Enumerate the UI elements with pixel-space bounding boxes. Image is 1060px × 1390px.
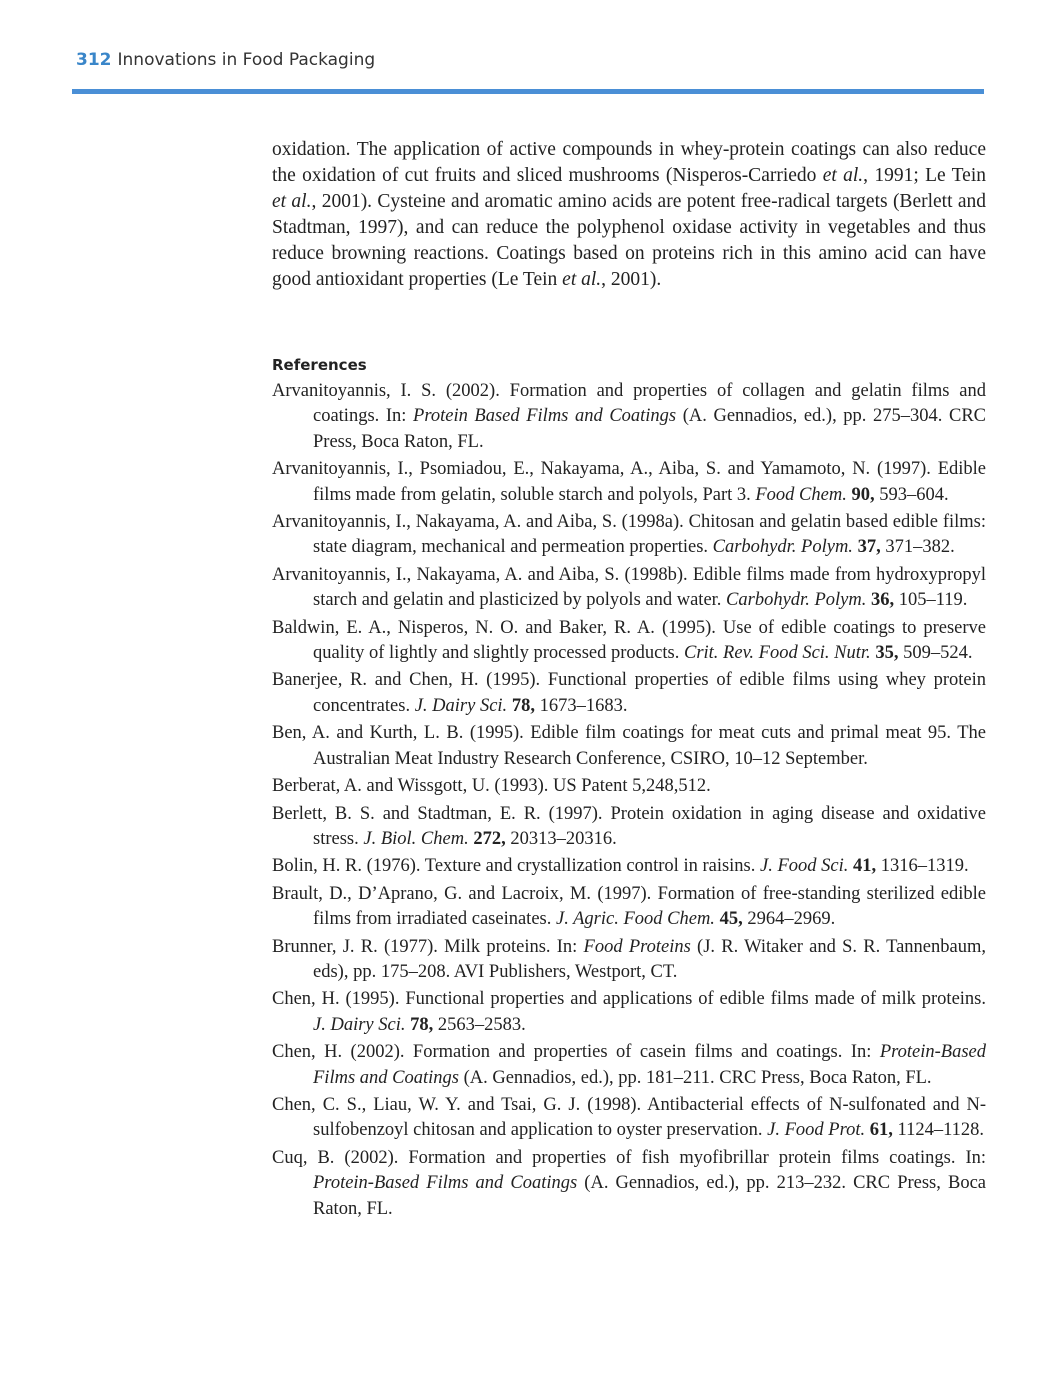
bold-text: 272, <box>473 828 506 849</box>
italic-text: Food Chem. <box>755 484 847 505</box>
text-run: 105–119. <box>894 590 968 611</box>
italic-text: Carbohydr. Polym. <box>726 590 867 611</box>
reference-entry <box>272 616 986 667</box>
text-run: (A. Gennadios, ed.), pp. 213–232. CRC Press, Boca Raton, FL. <box>313 1173 987 1219</box>
text-run: Banerjee, R. and Chen, H. (1995). Functional properties of edible films using whey protein concentrates. <box>272 670 986 716</box>
text-run: Ben, A. and Kurth, L. B. (1995). Edible film coatings for meat cuts and primal meat 95. The Australian Meat Industry Research Conference, CSIRO, 10–12 September. <box>272 723 986 769</box>
reference-entry <box>272 1093 986 1144</box>
reference-entry <box>272 721 986 772</box>
text-run: 509–524. <box>898 643 973 664</box>
text-run: Arvanitoyannis, I. S. (2002). Formation and properties of collagen and gelatin films and coatings. In: <box>272 381 986 427</box>
text-run: 1124–1128. <box>892 1120 985 1141</box>
italic-text: Protein Based Films and Coatings <box>413 406 677 427</box>
text-run: Cuq, B. (2002). Formation and properties of fish myofibrillar protein films coatings. In: <box>272 1147 986 1168</box>
text-run: 20313–20316. <box>505 828 617 849</box>
text-run: Baldwin, E. A., Nisperos, N. O. and Baker, R. A. (1995). Use of edible coatings to preserve quality of lightly and slightly processed products. <box>272 617 986 664</box>
bold-text: 90, <box>851 484 875 505</box>
italic-text: J. Food Prot. <box>767 1120 866 1141</box>
italic-text: Crit. Rev. Food Sci. Nutr. <box>683 643 871 664</box>
text-run: Chen, H. (1995). Functional properties and applications of edible films made of milk proteins. <box>272 989 986 1010</box>
text-run: Arvanitoyannis, I., Nakayama, A. and Aiba, S. (1998b). Edible films made from hydroxypropyl starch and gelatin and plasticized by polyols and water. <box>272 564 986 611</box>
bold-text: 78, <box>410 1014 434 1035</box>
text-run: , 2001). Cysteine and aromatic amino acids are potent free-radical targets (Berlett and Stadtman, 1997), and can reduce the polyphenol oxidase activity in vegetables and thus reduce browning reactions. Coatings based on proteins rich in this amino acid can have good antioxidant properties (Le Tein <box>272 191 986 290</box>
book-title: Innovations in Food Packaging <box>117 50 376 70</box>
text-run: Arvanitoyannis, I., Psomiadou, E., Nakayama, A., Aiba, S. and Yamamoto, N. (1997). Edible films made from gelatin, soluble starch and polyols, Part 3. <box>272 459 986 505</box>
italic-text: J. Dairy Sci. <box>313 1014 406 1035</box>
text-run: , 2001). <box>601 269 662 290</box>
italic-text: Food Proteins <box>583 936 691 957</box>
references-heading: References <box>272 356 367 374</box>
italic-text: J. Biol. Chem. <box>363 828 469 849</box>
bold-text: 45, <box>719 909 743 930</box>
reference-entry <box>272 563 986 614</box>
body-paragraph <box>272 137 986 293</box>
reference-entry <box>272 510 986 561</box>
reference-entry <box>272 935 986 986</box>
reference-list <box>272 379 986 1222</box>
text-run: 371–382. <box>880 537 955 558</box>
text-run: Bolin, H. R. (1976). Texture and crystallization control in raisins. <box>272 856 761 877</box>
text-run: (A. Gennadios, ed.), pp. 181–211. CRC Press, Boca Raton, FL. <box>458 1067 932 1088</box>
page-content <box>272 137 986 1224</box>
header-rule <box>72 89 984 94</box>
bold-text: 35, <box>875 643 899 664</box>
italic-text: Carbohydr. Polym. <box>712 537 853 558</box>
text-run: Arvanitoyannis, I., Nakayama, A. and Aiba, S. (1998a). Chitosan and gelatin based edible films: state diagram, mechanical and permeation properties. <box>272 512 986 558</box>
italic-text: Protein-Based Films and Coatings <box>313 1173 578 1194</box>
page-number: 312 <box>76 50 112 70</box>
italic-text: Protein-Based Films and Coatings <box>313 1042 986 1088</box>
text-run: Berberat, A. and Wissgott, U. (1993). US Patent 5,248,512. <box>272 776 711 797</box>
text-run: 593–604. <box>874 484 949 505</box>
bold-text: 41, <box>853 856 877 877</box>
text-run: Brault, D., D’Aprano, G. and Lacroix, M. (1997). Formation of free-standing sterilized edible films from irradiated caseinates. <box>272 883 986 930</box>
italic-text: J. Dairy Sci. <box>414 695 508 716</box>
text-run: Berlett, B. S. and Stadtman, E. R. (1997). Protein oxidation in aging disease and oxidative stress. <box>272 803 986 849</box>
italic-text: et al. <box>272 191 312 212</box>
text-run: (A. Gennadios, ed.), pp. 275–304. CRC Press, Boca Raton, FL. <box>313 406 986 452</box>
italic-text: J. Food Sci. <box>760 856 849 877</box>
reference-entry <box>272 802 986 853</box>
text-run: 2563–2583. <box>433 1014 526 1035</box>
text-run: 1673–1683. <box>534 695 628 716</box>
text-run: Chen, H. (2002). Formation and properties of casein films and coatings. In: <box>272 1042 880 1063</box>
text-run: 1316–1319. <box>876 856 969 877</box>
reference-entry <box>272 854 986 879</box>
reference-entry <box>272 379 986 455</box>
reference-entry <box>272 457 986 508</box>
bold-text: 61, <box>869 1120 893 1141</box>
reference-entry <box>272 1040 986 1091</box>
bold-text: 36, <box>870 590 895 611</box>
text-run: , 1991; Le Tein <box>863 165 986 186</box>
text-run: Chen, C. S., Liau, W. Y. and Tsai, G. J. (1998). Antibacterial effects of N-sulfonated and N-sulfobenzoyl chitosan and application to oyster preservation. <box>272 1094 986 1141</box>
reference-entry <box>272 668 986 719</box>
text-run: Brunner, J. R. (1977). Milk proteins. In: <box>272 936 584 957</box>
italic-text: et al. <box>562 269 602 290</box>
reference-entry <box>272 774 986 799</box>
running-header <box>76 50 375 70</box>
italic-text: et al. <box>822 165 864 186</box>
text-run: 2964–2969. <box>742 909 836 930</box>
text-run: (J. R. Witaker and S. R. Tannenbaum, eds), pp. 175–208. AVI Publishers, Westport, CT. <box>313 936 986 982</box>
text-run: oxidation. The application of active compounds in whey-protein coatings can also reduce the oxidation of cut fruits and sliced mushrooms (Nisperos-Carriedo <box>272 139 986 186</box>
reference-entry <box>272 1146 986 1222</box>
reference-entry <box>272 882 986 933</box>
bold-text: 37, <box>857 537 881 558</box>
reference-entry <box>272 987 986 1038</box>
italic-text: J. Agric. Food Chem. <box>555 909 715 930</box>
bold-text: 78, <box>511 695 535 716</box>
